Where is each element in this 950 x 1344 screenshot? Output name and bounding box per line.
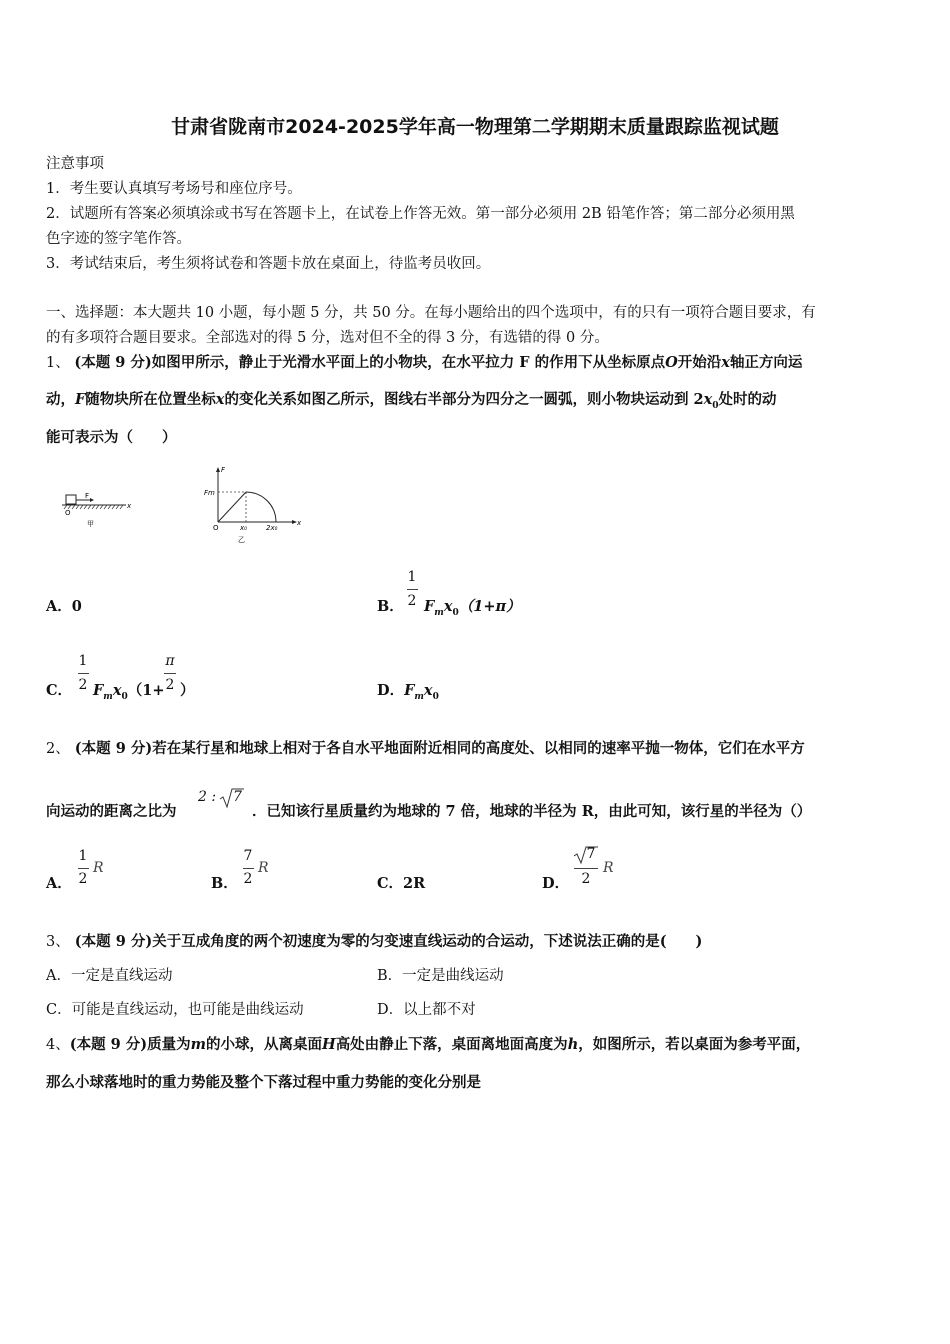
q1-number: 1、: [46, 355, 70, 371]
q4-score: (本题 9 分): [69, 1036, 148, 1053]
q1-c-pi-bar: [164, 673, 176, 674]
axis-label-x: x: [297, 519, 302, 527]
c-f: F: [93, 682, 104, 699]
q4-line-1: [46, 1033, 810, 1054]
c-0: 0: [121, 691, 128, 702]
q2-ratio-a: 2 :: [198, 789, 217, 805]
q4-var-h: h: [567, 1036, 579, 1053]
q4-var-m: m: [190, 1036, 206, 1053]
q1-line-3: 能可表示为（ ）: [46, 429, 177, 446]
option-a-label: A．: [46, 598, 72, 615]
axis-label-fm: Fm: [204, 489, 215, 497]
q1-var-x0: x: [703, 391, 713, 408]
q2-d-den: 2: [581, 871, 591, 887]
q1-text-a: 如图甲所示，静止于光滑水平面上的小物块，在水平拉力 F 的作用下从坐标原点: [151, 354, 666, 371]
q4-var-h-big: H: [321, 1036, 336, 1053]
page-title: 甘肃省陇南市2024-2025学年高一物理第二学期期末质量跟踪监视试题: [171, 116, 779, 138]
ground-hatch: [64, 505, 123, 509]
q1-b-frac-num: 1: [407, 569, 417, 585]
notice-heading: 注意事项: [46, 156, 104, 172]
q1-option-c-expr: [93, 679, 165, 702]
q1-b-frac-den: 2: [407, 593, 417, 609]
q3-stem: [46, 930, 702, 951]
q1-option-c-label[interactable]: C．: [46, 682, 73, 699]
q1-l2-c: 的变化关系如图乙所示，图线右半部分为四分之一圆弧，则小物块运动到 2: [224, 391, 704, 408]
q4-text-a: 质量为: [147, 1036, 191, 1053]
axis-label-2x0: 2x₀: [266, 524, 278, 532]
q1-var-x2: x: [215, 391, 225, 408]
q1-c-pi-num: π: [165, 653, 175, 669]
q2-line-1: [46, 737, 805, 758]
figure-jia: [56, 488, 136, 530]
q1-l2-b: 随物块所在位置坐标: [85, 391, 216, 408]
block-shape: [66, 495, 76, 504]
q2-option-a-label[interactable]: A．: [46, 875, 72, 892]
q1-l2-d: 处时的动: [718, 391, 777, 408]
label-f: F: [85, 492, 90, 500]
q1-var-f: F: [75, 391, 86, 408]
q2-d-r: R: [603, 860, 614, 876]
q2-option-c[interactable]: [377, 872, 425, 893]
q2-a-num: 1: [78, 848, 88, 864]
q1-sub-0: 0: [712, 400, 719, 411]
q2-line-2a: 向运动的距离之比为: [46, 803, 177, 820]
d-m: m: [414, 691, 424, 702]
q1-option-a[interactable]: [46, 595, 82, 616]
q1-c-frac-num: 1: [78, 653, 88, 669]
q3-option-b[interactable]: B．一定是曲线运动: [377, 968, 504, 984]
q4-text-d: ，如图所示，若以桌面为参考平面，: [578, 1036, 811, 1053]
quarter-arc: [246, 492, 276, 522]
q2-a-den: 2: [78, 871, 88, 887]
c-x: x: [112, 682, 122, 699]
q3-text: 关于互成角度的两个初速度为零的匀变速直线运动的合运动，下述说法正确的是( ): [152, 933, 703, 950]
axis-label-x0: x₀: [240, 524, 247, 532]
q2-ratio-b: 7: [233, 789, 242, 805]
q3-option-a[interactable]: A．一定是直线运动: [46, 968, 173, 984]
caption-jia: 甲: [87, 520, 94, 528]
b-f: F: [424, 598, 435, 615]
notice-item-3: 3．考试结束后，考生须将试卷和答题卡放在桌面上，待监考员收回。: [46, 256, 491, 272]
caption-yi: 乙: [238, 536, 245, 544]
q3-number: 3、: [46, 934, 70, 950]
q1-c-close: ）: [180, 682, 195, 699]
section-line-1: 一、选择题：本大题共 10 小题，每小题 5 分，共 50 分。在每小题给出的四个选项中，有的只有一项符合题目要求，有: [46, 305, 816, 321]
q4-text-b: 的小球，从离桌面: [205, 1036, 322, 1053]
q3-option-c[interactable]: C．可能是直线运动，也可能是曲线运动: [46, 1002, 304, 1018]
q1-text-b: 开始沿: [677, 354, 722, 371]
option-a-value: 0: [71, 598, 82, 615]
label-o: O: [65, 509, 71, 517]
label-x: x: [127, 502, 132, 510]
q2-b-den: 2: [243, 871, 253, 887]
q1-c-frac-den: 2: [78, 677, 88, 693]
q4-text-c: 高处由静止下落，桌面离地面高度为: [335, 1036, 568, 1053]
q2-d-num: 7: [586, 846, 596, 862]
c-paren: （1+: [127, 682, 165, 699]
q2-score: (本题 9 分): [74, 740, 153, 757]
q3-score: (本题 9 分): [74, 933, 153, 950]
d-f: F: [404, 682, 415, 699]
q2-line-2b: ．已知该行星质量约为地球的 7 倍，地球的半径为 R，由此可知，该行星的半径为（）: [252, 803, 812, 820]
q1-b-frac-bar: [407, 589, 418, 590]
q3-option-d[interactable]: D．以上都不对: [377, 1002, 476, 1018]
q2-c-label: C．: [377, 875, 404, 892]
q2-number: 2、: [46, 741, 70, 757]
d-0: 0: [432, 691, 439, 702]
q1-var-o: O: [665, 354, 678, 371]
q1-option-d[interactable]: [377, 679, 439, 702]
notice-item-1: 1．考生要认真填写考场号和座位序号。: [46, 181, 302, 197]
force-arrow-head: [90, 498, 94, 502]
q2-b-r: R: [258, 860, 269, 876]
q2-a-bar: [78, 868, 89, 869]
q1-score: (本题 9 分): [74, 354, 152, 371]
q1-c-frac-bar: [78, 673, 89, 674]
q4-line-2: 那么小球落地时的重力势能及整个下落过程中重力势能的变化分别是: [46, 1074, 481, 1091]
b-0: 0: [452, 607, 459, 618]
q1-var-x: x: [721, 354, 730, 371]
q1-text-c: 轴正方向运: [729, 354, 803, 371]
notice-item-2: 2．试题所有答案必须填涂或书写在答题卡上，在试卷上作答无效。第一部分必须用 2B 铅笔作答；第二部分必须用黑: [46, 206, 795, 222]
option-d-label: D．: [377, 682, 405, 699]
b-end: （1+π）: [458, 598, 521, 615]
c-m: m: [103, 691, 113, 702]
q2-d-bar: [574, 868, 598, 869]
q1-l2-a: 动，: [46, 391, 75, 408]
q2-option-b-label[interactable]: B．: [211, 875, 238, 892]
q1-option-b-expr: [424, 595, 521, 618]
axis-label-o: O: [213, 524, 219, 532]
b-m: m: [434, 607, 444, 618]
q1-c-pi-den: 2: [165, 677, 175, 693]
b-x: x: [443, 598, 453, 615]
y-axis-arrow: [216, 467, 220, 472]
q1-option-b-label[interactable]: B．: [377, 598, 404, 615]
q1-line-1: [46, 351, 802, 372]
notice-item-2-cont: 色字迹的签字笔作答。: [46, 231, 191, 247]
d-x: x: [423, 682, 433, 699]
section-line-2: 的有多项符合题目要求。全部选对的得 5 分，选对但不全的得 3 分，有选错的得 0 分。: [46, 330, 609, 346]
q2-a-r: R: [93, 860, 104, 876]
q2-b-num: 7: [243, 848, 253, 864]
f-line: [218, 492, 246, 522]
q2-b-bar: [243, 868, 254, 869]
q1-line-2: [46, 388, 777, 411]
axis-label-f: F: [221, 466, 226, 474]
q4-number: 4、: [46, 1037, 70, 1053]
figure-yi: [200, 464, 305, 544]
q2-option-d-label[interactable]: D．: [542, 875, 570, 892]
q2-c-value: 2R: [403, 875, 426, 892]
q2-text-1: 若在某行星和地球上相对于各自水平地面附近相同的高度处、以相同的速率平抛一物体，它们在水平方: [152, 740, 805, 757]
